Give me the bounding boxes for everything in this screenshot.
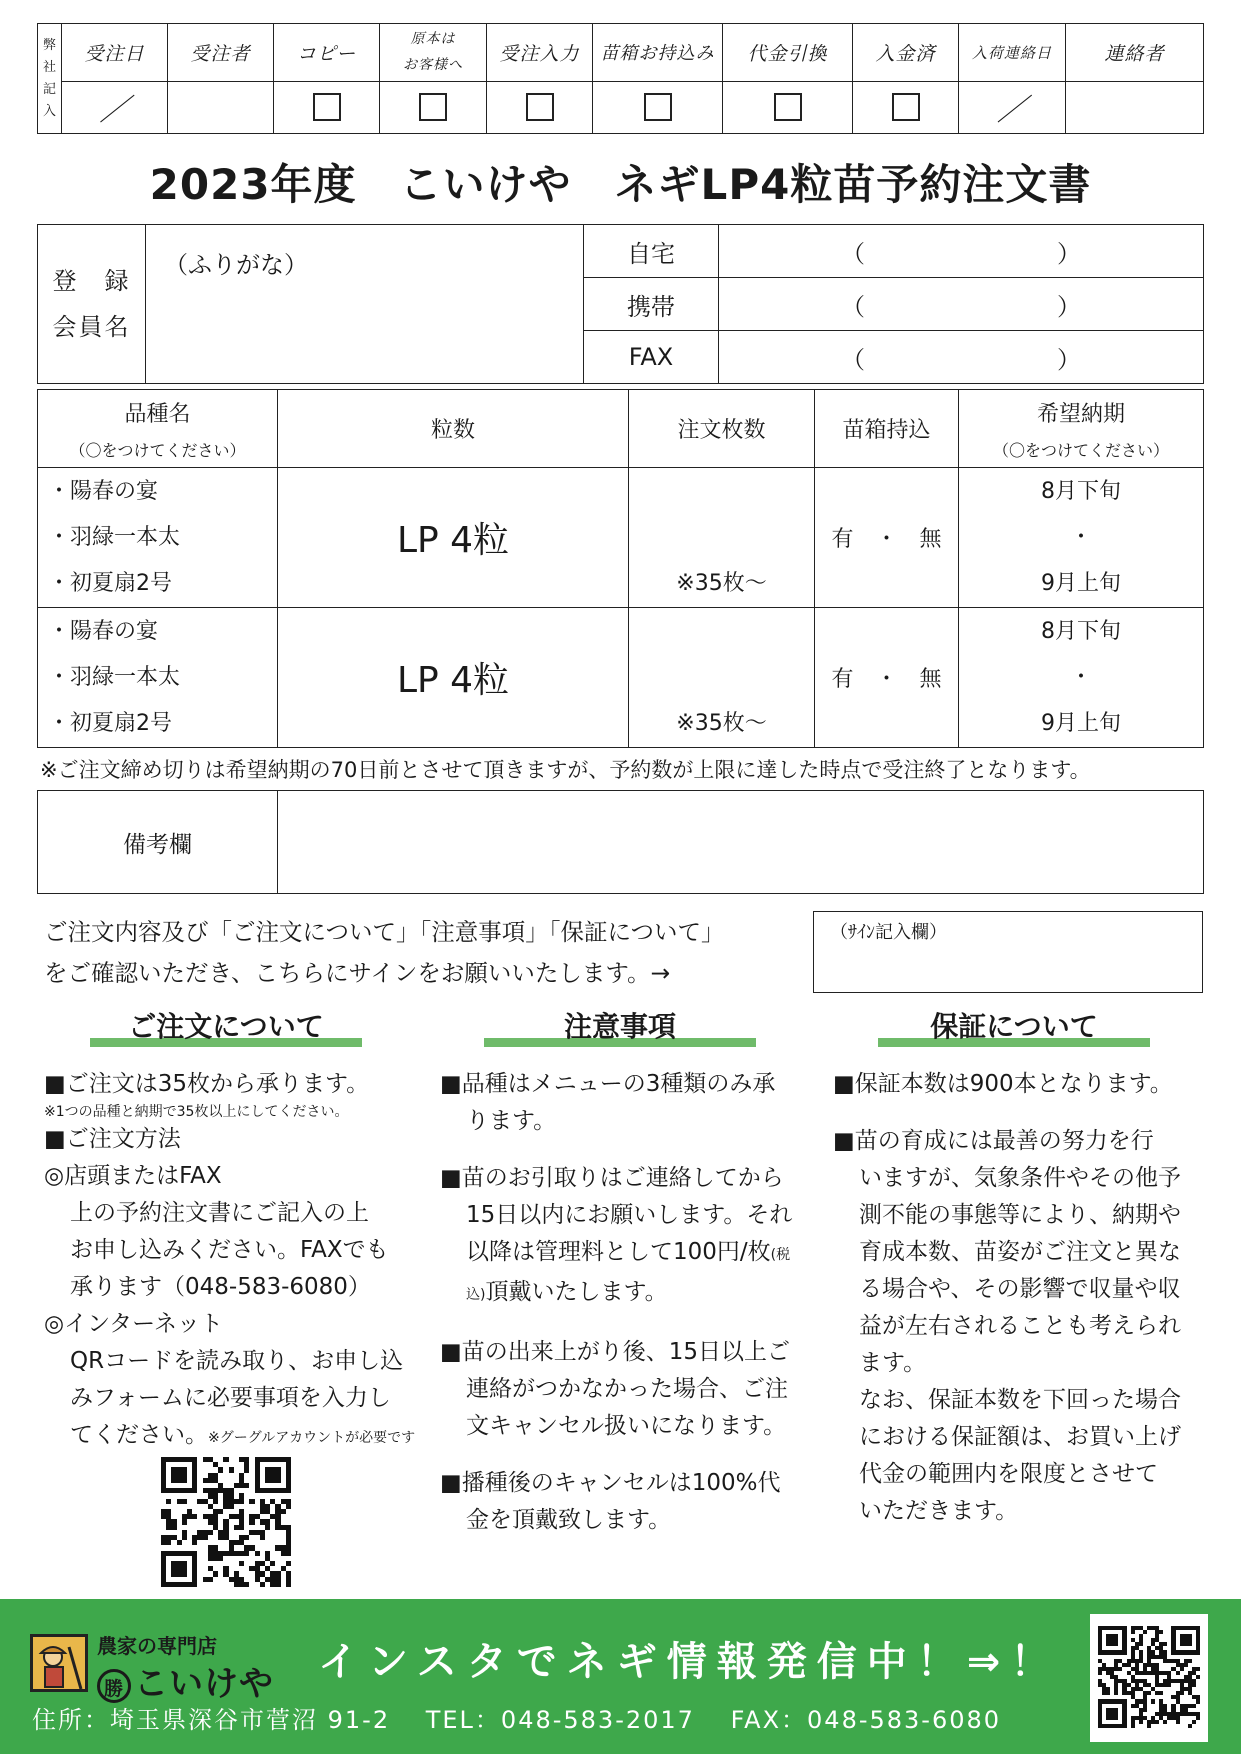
copy-checkbox-cell[interactable] bbox=[274, 81, 380, 133]
order-about-section: ■ご注文は35枚から承ります。 ※1つの品種と納期で35枚以上にしてください。 ■ご注文方法 ◎店頭またはFAX 上の予約注文書にご記入の上 お申し込みください。FAXでも 承ります（048-583-6080） ◎インターネット QRコードを読み取り、お申し込 みフォームに必要事項を入力し てください。※グーグルアカウントが必要です bbox=[44, 1071, 416, 1448]
header-copy: コピー bbox=[274, 24, 380, 82]
mobile-phone-field[interactable]: （ ） bbox=[719, 278, 1204, 331]
original-checkbox[interactable] bbox=[419, 93, 447, 121]
variety-header: 品種名 （〇をつけてください） bbox=[38, 390, 278, 468]
member-name-label: 登 録 会員名 bbox=[38, 225, 146, 384]
home-phone-field[interactable]: （ ） bbox=[719, 225, 1204, 278]
fax-field[interactable]: （ ） bbox=[719, 331, 1204, 384]
header-cod: 代金引換 bbox=[723, 24, 853, 82]
header-order-date: 受注日 bbox=[62, 24, 168, 82]
caution-heading: 注意事項 bbox=[484, 1005, 756, 1047]
store-tagline: 農家の専門店 bbox=[97, 1634, 217, 1658]
header-order-entry: 受注入力 bbox=[487, 24, 593, 82]
instagram-qr-frame bbox=[1090, 1614, 1208, 1742]
office-use-table bbox=[37, 23, 1204, 134]
fax-label: FAX bbox=[584, 331, 719, 384]
remarks-field[interactable] bbox=[278, 791, 1204, 894]
table-row bbox=[38, 608, 1204, 748]
paid-checkbox-cell[interactable] bbox=[853, 81, 959, 133]
store-mark-icon: 勝 bbox=[97, 1669, 131, 1703]
store-logo: 勝 こいけや bbox=[97, 1656, 274, 1705]
header-order-taker: 受注者 bbox=[168, 24, 274, 82]
instagram-banner-text: インスタでネギ情報発信中！⇒！ bbox=[318, 1639, 1061, 1685]
count-header: 粒数 bbox=[278, 390, 629, 468]
variety-options[interactable]: ・陽春の宴 ・羽緑一本太 ・初夏扇2号 bbox=[38, 608, 278, 748]
box-checkbox-cell[interactable] bbox=[593, 81, 723, 133]
furigana-label: （ふりがな） bbox=[164, 251, 308, 279]
original-checkbox-cell[interactable] bbox=[380, 81, 487, 133]
store-address: 住所：埼玉県深谷市菅沼 91-2 TEL：048-583-2017 FAX：048-583-6080 bbox=[32, 1706, 1002, 1734]
mobile-phone-label: 携帯 bbox=[584, 278, 719, 331]
box-header: 苗箱持込 bbox=[815, 390, 959, 468]
quantity-field[interactable]: ※35枚～ bbox=[629, 468, 815, 608]
quantity-header: 注文枚数 bbox=[629, 390, 815, 468]
arrival-date-field[interactable]: ／ bbox=[959, 81, 1066, 133]
member-name-field[interactable] bbox=[146, 225, 584, 384]
box-yes-no[interactable]: 有 ・ 無 bbox=[815, 468, 959, 608]
order-date-field[interactable]: ／ bbox=[62, 81, 168, 133]
contact-person-field[interactable] bbox=[1066, 81, 1204, 133]
variety-options[interactable]: ・陽春の宴 ・羽緑一本太 ・初夏扇2号 bbox=[38, 468, 278, 608]
remarks-table bbox=[37, 790, 1204, 894]
farmer-logo-icon bbox=[30, 1634, 88, 1692]
header-paid: 入金済 bbox=[853, 24, 959, 82]
deadline-note: ※ご注文締め切りは希望納期の70日前とさせて頂きますが、予約数が上限に達した時点で受注終了となります。 bbox=[40, 758, 1091, 782]
home-phone-label: 自宅 bbox=[584, 225, 719, 278]
period-header: 希望納期 （〇をつけてください） bbox=[959, 390, 1204, 468]
header-arrival-contact-date: 入荷連絡日 bbox=[959, 24, 1066, 82]
signature-box[interactable] bbox=[813, 911, 1203, 993]
signature-label: （ｻｲﾝ記入欄） bbox=[830, 922, 947, 943]
entry-checkbox[interactable] bbox=[526, 93, 554, 121]
seed-count: LP 4粒 bbox=[278, 608, 629, 748]
member-info-table bbox=[37, 224, 1204, 384]
header-seedling-box: 苗箱お持込み bbox=[593, 24, 723, 82]
order-form-qr-code[interactable] bbox=[161, 1457, 291, 1587]
box-yes-no[interactable]: 有 ・ 無 bbox=[815, 608, 959, 748]
confirmation-text: ご注文内容及び「ご注文について」「注意事項」「保証について」 をご確認いただき、こちらにサインをお願いいたします。→ bbox=[44, 918, 725, 987]
seed-count: LP 4粒 bbox=[278, 468, 629, 608]
table-row bbox=[38, 468, 1204, 608]
caution-section: ■品種はメニューの3種類のみ承 ります。 ■苗のお引取りはご連絡してから 15日以内にお願いします。それ 以降は管理料として100円/枚(税 込)頂戴いたします。 ■苗の出来上がり後、15日以上ご 連絡がつかなかった場合、ご注 文キャンセル扱いになります。 ■播種後のキャンセルは100%代 金を頂戴致します。 bbox=[440, 1071, 793, 1533]
instagram-qr-code[interactable] bbox=[1098, 1626, 1200, 1728]
remarks-label: 備考欄 bbox=[38, 791, 278, 894]
order-taker-field[interactable] bbox=[168, 81, 274, 133]
period-options[interactable]: 8月下旬 ・ 9月上旬 bbox=[959, 608, 1204, 748]
period-options[interactable]: 8月下旬 ・ 9月上旬 bbox=[959, 468, 1204, 608]
box-checkbox[interactable] bbox=[644, 93, 672, 121]
cod-checkbox-cell[interactable] bbox=[723, 81, 853, 133]
quantity-field[interactable]: ※35枚～ bbox=[629, 608, 815, 748]
copy-checkbox[interactable] bbox=[313, 93, 341, 121]
header-contact-person: 連絡者 bbox=[1066, 24, 1204, 82]
header-original-to-customer: 原本は お客様へ bbox=[380, 24, 487, 82]
order-table bbox=[37, 389, 1204, 748]
guarantee-heading: 保証について bbox=[878, 1005, 1150, 1047]
order-about-heading: ご注文について bbox=[90, 1005, 362, 1047]
page-title: 2023年度 こいけや ネギLP4粒苗予約注文書 bbox=[149, 160, 1092, 209]
office-use-label: 弊 社 記 入 bbox=[38, 24, 62, 134]
guarantee-section: ■保証本数は900本となります。 ■苗の育成には最善の努力を行 いますが、気象条件やその他予 測不能の事態等により、納期や 育成本数、苗姿がご注文と異な る場合や、その影響で収量や収 益が左右されることも考えられ ます。 なお、保証本数を下回った場合 における保証額は、お買い上げ 代金の範囲内を限度とさせて いただきます。 bbox=[833, 1071, 1181, 1524]
paid-checkbox[interactable] bbox=[892, 93, 920, 121]
cod-checkbox[interactable] bbox=[774, 93, 802, 121]
entry-checkbox-cell[interactable] bbox=[487, 81, 593, 133]
